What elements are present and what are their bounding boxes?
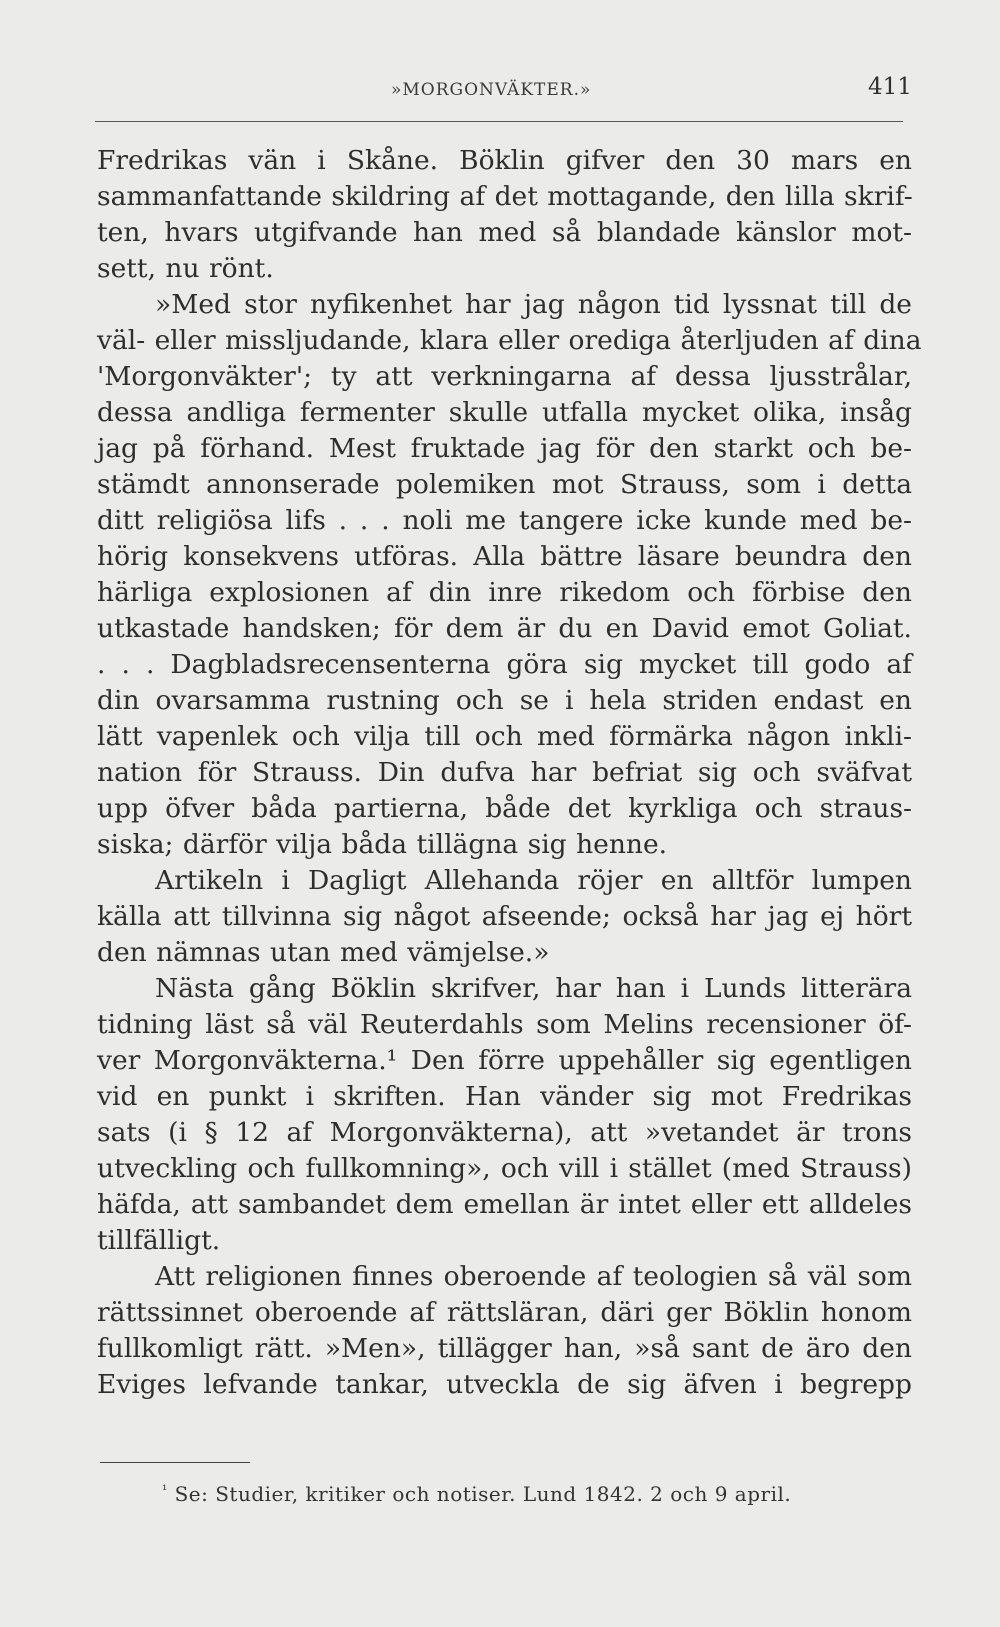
text-line: ten, hvars utgifvande han med så blandade känslor mot- bbox=[97, 217, 912, 248]
text-line: häfda, att sambandet dem emellan är intet eller ett alldeles bbox=[97, 1189, 912, 1220]
text-line: . . . Dagbladsrecensenterna göra sig mycket till godo af bbox=[97, 649, 912, 680]
text-line: ver Morgonväkterna.¹ Den förre uppehåller sig egentligen bbox=[97, 1045, 912, 1076]
text-line: tidning läst så väl Reuterdahls som Melins recensioner öf- bbox=[97, 1009, 912, 1040]
text-line: utkastade handsken; för dem är du en David emot Goliat. bbox=[97, 613, 912, 644]
text-line: Fredrikas vän i Skåne. Böklin gifver den 30 mars en bbox=[97, 145, 912, 176]
text-line: 'Morgonväkter'; ty att verkningarna af dessa ljusstrålar, bbox=[97, 361, 912, 392]
text-line: dessa andliga fermenter skulle utfalla mycket olika, insåg bbox=[97, 397, 912, 428]
text-line: Artikeln i Dagligt Allehanda röjer en alltför lumpen bbox=[155, 865, 912, 896]
running-title: »MORGONVÄKTER.» bbox=[391, 80, 592, 100]
text-line: härliga explosionen af din inre rikedom och förbise den bbox=[97, 577, 912, 608]
text-line: jag på förhand. Mest fruktade jag för den starkt och be- bbox=[97, 433, 912, 464]
footnote-marker: ¹ bbox=[162, 1483, 168, 1498]
text-line: Nästa gång Böklin skrifver, har han i Lunds litterära bbox=[155, 973, 912, 1004]
text-line: ditt religiösa lifs . . . noli me tangere icke kunde med be- bbox=[97, 505, 912, 536]
text-line: tillfälligt. bbox=[97, 1225, 221, 1256]
text-line: vid en punkt i skriften. Han vänder sig mot Fredrikas bbox=[97, 1081, 912, 1112]
page-number: 411 bbox=[868, 74, 912, 100]
text-line: fullkomligt rätt. »Men», tillägger han, »så sant de äro den bbox=[97, 1333, 912, 1364]
header-rule bbox=[95, 121, 903, 122]
text-line: lätt vapenlek och vilja till och med förmärka någon inkli- bbox=[97, 721, 912, 752]
text-line: upp öfver båda partierna, både det kyrkliga och straus- bbox=[97, 793, 912, 824]
text-line: Att religionen finnes oberoende af teologien så väl som bbox=[155, 1261, 912, 1292]
footnote-rule bbox=[100, 1462, 250, 1463]
footnote bbox=[162, 1482, 922, 1506]
body-text bbox=[97, 143, 922, 1403]
text-line: sammanfattande skildring af det mottagande, den lilla skrif- bbox=[97, 181, 913, 212]
running-head bbox=[0, 74, 1000, 114]
text-line: siska; därför vilja båda tillägna sig henne. bbox=[97, 829, 668, 860]
text-line: »Med stor nyfikenhet har jag någon tid lyssnat till de bbox=[155, 289, 912, 320]
text-line: din ovarsamma rustning och se i hela striden endast en bbox=[97, 685, 912, 716]
text-line: sats (i § 12 af Morgonväkterna), att »vetandet är trons bbox=[97, 1117, 912, 1148]
text-line: hörig konsekvens utföras. Alla bättre läsare beundra den bbox=[97, 541, 912, 572]
footnote-text: Se: Studier, kritiker och notiser. Lund 1842. 2 och 9 april. bbox=[174, 1482, 792, 1506]
text-line: stämdt annonserade polemiken mot Strauss, som i detta bbox=[97, 469, 912, 500]
text-line: den nämnas utan med vämjelse.» bbox=[97, 937, 550, 968]
text-line: Eviges lefvande tankar, utveckla de sig äfven i begrepp bbox=[97, 1369, 912, 1400]
text-line: väl- eller missljudande, klara eller orediga återljuden af dina bbox=[97, 325, 922, 356]
text-line: nation för Strauss. Din dufva har befriat sig och sväfvat bbox=[97, 757, 912, 788]
text-line: källa att tillvinna sig något afseende; också har jag ej hört bbox=[97, 901, 912, 932]
text-line: utveckling och fullkomning», och vill i stället (med Strauss) bbox=[97, 1153, 912, 1184]
text-line: rättssinnet oberoende af rättsläran, däri ger Böklin honom bbox=[97, 1297, 912, 1328]
text-line: sett, nu rönt. bbox=[97, 253, 274, 284]
